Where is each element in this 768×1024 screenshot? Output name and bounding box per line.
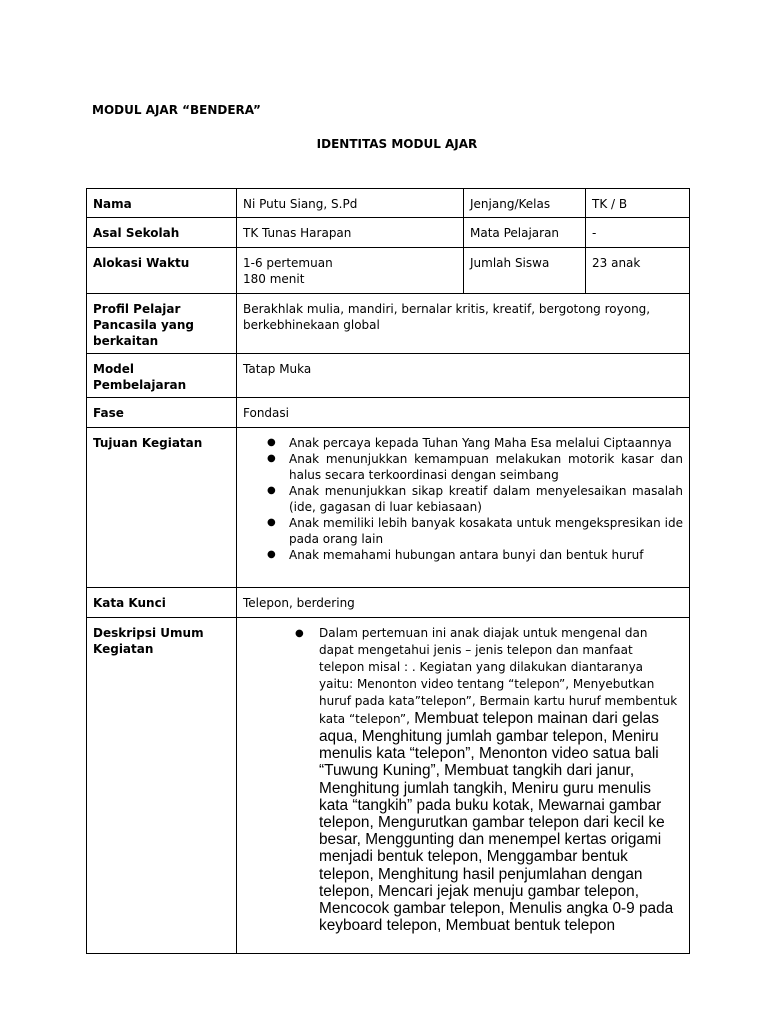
- mapel-label: Mata Pelajaran: [464, 218, 586, 248]
- deskripsi-text-part2: Membuat telepon mainan dari gelas aqua, Menghitung jumlah gambar telepon, Meniru menulis kata “telepon”, Menonton video satua bali “Tuwung Kuning”, Membuat tangkih dari janur, Menghitung jumlah tangkih, Meniru guru menulis kata “tangkih” pada buku kotak, Mewarnai gambar telepon, Mengurutkan gambar telepon dari kecil ke besar, Menggunting dan menempel kertas origami menjadi bentuk telepon, Menggambar bentuk telepon, Menghitung hasil penjumlahan dengan telepon, Mencari jejak menuju gambar telepon, Mencocok gambar telepon, Menulis angka 0-9 pada keyboard telepon, Membuat bentuk telepon: [319, 710, 674, 935]
- row-tujuan: [87, 428, 690, 588]
- alokasi-label: Alokasi Waktu: [87, 248, 237, 294]
- fase-label: Fase: [87, 398, 237, 428]
- deskripsi-paragraph: [295, 625, 683, 935]
- alokasi-pertemuan: 1-6 pertemuan: [243, 256, 333, 270]
- jenjang-value: TK / B: [586, 189, 690, 218]
- model-value: Tatap Muka: [237, 354, 690, 398]
- row-profil: [87, 294, 690, 354]
- list-item: ● Anak menunjukkan kemampuan melakukan motorik kasar dan halus secara terkoordinasi dengan seimbang: [243, 451, 683, 483]
- row-nama: [87, 189, 690, 218]
- profil-value: Berakhlak mulia, mandiri, bernalar kritis, kreatif, bergotong royong, berkebhinekaan global: [237, 294, 690, 354]
- fase-value: Fondasi: [237, 398, 690, 428]
- list-item: ● Anak menunjukkan sikap kreatif dalam menyelesaikan masalah (ide, gagasan di luar kebiasaan): [243, 483, 683, 515]
- jenjang-label: Jenjang/Kelas: [464, 189, 586, 218]
- tujuan-label: Tujuan Kegiatan: [87, 428, 237, 588]
- row-sekolah: [87, 218, 690, 248]
- deskripsi-label: Deskripsi Umum Kegiatan: [87, 618, 237, 954]
- nama-label: Nama: [87, 189, 237, 218]
- kunci-label: Kata Kunci: [87, 588, 237, 618]
- row-alokasi: [87, 248, 690, 294]
- siswa-value: 23 anak: [586, 248, 690, 294]
- row-model: [87, 354, 690, 398]
- section-title: IDENTITAS MODUL AJAR: [316, 137, 478, 151]
- siswa-label: Jumlah Siswa: [464, 248, 586, 294]
- tujuan-value: [237, 428, 690, 588]
- model-label: Model Pembelajaran: [87, 354, 237, 398]
- sekolah-label: Asal Sekolah: [87, 218, 237, 248]
- profil-label: Profil Pelajar Pancasila yang berkaitan: [87, 294, 237, 354]
- tujuan-list: [243, 435, 683, 563]
- bullet-icon: ●: [295, 628, 304, 639]
- deskripsi-text-part1: Dalam pertemuan ini anak diajak untuk mengenal dan dapat mengetahui jenis – jenis telepon dan manfaat telepon misal : . Kegiatan yang dilakukan diantaranya yaitu: Menonton video tentang “telepon”, Menyebutkan huruf pada kata”telepon”, Bermain kartu huruf membentuk kata “telepon”,: [319, 626, 678, 726]
- alokasi-value: [237, 248, 464, 294]
- nama-value: Ni Putu Siang, S.Pd: [237, 189, 464, 218]
- list-item: ● Anak memahami hubungan antara bunyi dan bentuk huruf: [243, 547, 683, 563]
- kunci-value: Telepon, berdering: [237, 588, 690, 618]
- row-kunci: [87, 588, 690, 618]
- mapel-value: -: [586, 218, 690, 248]
- row-fase: [87, 398, 690, 428]
- list-item: ● Anak percaya kepada Tuhan Yang Maha Esa melalui Ciptaannya: [243, 435, 683, 451]
- sekolah-value: TK Tunas Harapan: [237, 218, 464, 248]
- deskripsi-value: [237, 618, 690, 954]
- list-item: ● Anak memiliki lebih banyak kosakata untuk mengekspresikan ide pada orang lain: [243, 515, 683, 547]
- row-deskripsi: [87, 618, 690, 954]
- alokasi-menit: 180 menit: [243, 272, 305, 286]
- identity-table: [86, 188, 690, 954]
- document-title: MODUL AJAR “BENDERA”: [92, 103, 261, 117]
